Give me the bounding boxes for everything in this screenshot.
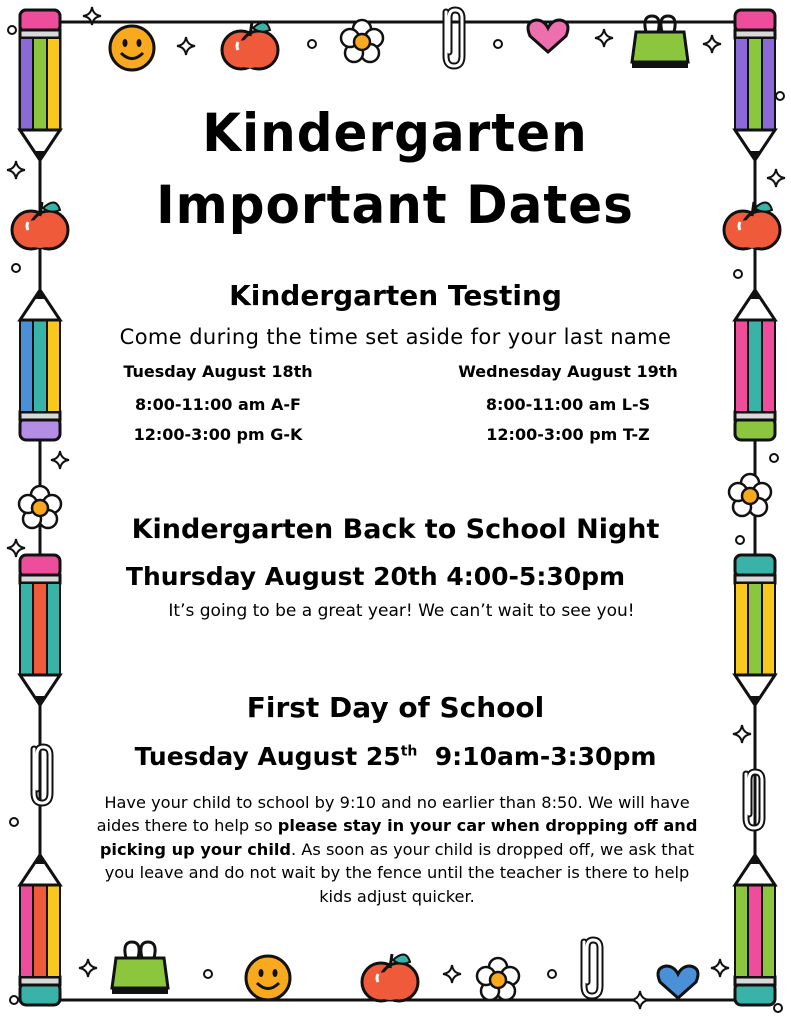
binder-clip-icon bbox=[112, 942, 168, 994]
testing-day1-date: Tuesday August 18th bbox=[123, 362, 313, 381]
page-title-line1: Kindergarten bbox=[202, 102, 588, 164]
testing-heading: Kindergarten Testing bbox=[229, 279, 562, 312]
sparkle-icon bbox=[177, 37, 195, 55]
pencil-icon bbox=[735, 10, 775, 160]
testing-day2-slot1: 8:00-11:00 am L-S bbox=[485, 395, 651, 414]
page-title-line2: Important Dates bbox=[156, 174, 634, 236]
back-to-school-note: It’s going to be a great year! We can’t wait to see you! bbox=[168, 601, 635, 621]
flower-icon bbox=[341, 20, 383, 62]
sparkle-icon bbox=[595, 29, 613, 47]
flower-icon bbox=[729, 474, 771, 516]
flower-icon bbox=[477, 958, 519, 1000]
sparkle-icon bbox=[51, 451, 69, 469]
sparkle-icon bbox=[7, 539, 25, 557]
back-to-school-heading: Kindergarten Back to School Night bbox=[131, 514, 660, 545]
testing-day1-slot2: 12:00-3:00 pm G-K bbox=[133, 425, 303, 444]
pencil-icon bbox=[735, 855, 775, 1005]
pencil-icon bbox=[735, 555, 775, 705]
binder-clip-icon bbox=[632, 16, 688, 68]
first-day-time: 9:10am-3:30pm bbox=[417, 742, 657, 771]
first-day-datetime bbox=[40, 740, 751, 774]
sparkle-icon bbox=[767, 169, 785, 187]
smiley-icon bbox=[246, 956, 290, 1000]
first-day-date: Tuesday August 25 bbox=[134, 742, 401, 771]
sparkle-icon bbox=[711, 959, 729, 977]
apple-icon bbox=[12, 202, 68, 249]
apple-icon bbox=[222, 22, 278, 69]
apple-icon bbox=[724, 202, 780, 249]
testing-day2-slot2: 12:00-3:00 pm T-Z bbox=[486, 425, 650, 444]
testing-subtitle: Come during the time set aside for your last name bbox=[119, 325, 672, 349]
first-day-heading: First Day of School bbox=[246, 691, 545, 724]
instructions-part2: . As soon as your child is dropped off, we ask that you leave and do not wait by the fence until the teacher is there to help kids adjust quicker. bbox=[104, 839, 695, 906]
paperclip-icon bbox=[446, 10, 462, 66]
sparkle-icon bbox=[703, 35, 721, 53]
apple-icon bbox=[362, 954, 418, 1001]
heart-icon bbox=[528, 20, 568, 52]
paperclip-icon bbox=[584, 940, 600, 996]
pencil-icon bbox=[20, 855, 60, 1005]
instructions-part1: Have your child to school by 9:10 and no earlier than 8:50. We will have aides there to help so bbox=[96, 793, 690, 836]
first-day-instructions bbox=[92, 791, 702, 908]
instructions-bold: please stay in your car when dropping off and picking up your child bbox=[99, 816, 698, 859]
sparkle-icon bbox=[631, 991, 649, 1009]
testing-day1-slot1: 8:00-11:00 am A-F bbox=[135, 395, 301, 414]
smiley-icon bbox=[110, 26, 154, 70]
first-day-date-suffix: th bbox=[400, 743, 418, 760]
back-to-school-datetime: Thursday August 20th 4:00-5:30pm bbox=[125, 562, 626, 591]
sparkle-icon bbox=[79, 959, 97, 977]
sparkle-icon bbox=[443, 965, 461, 983]
heart-icon bbox=[658, 966, 698, 998]
sparkle-icon bbox=[7, 161, 25, 179]
testing-day2-date: Wednesday August 19th bbox=[458, 362, 678, 381]
